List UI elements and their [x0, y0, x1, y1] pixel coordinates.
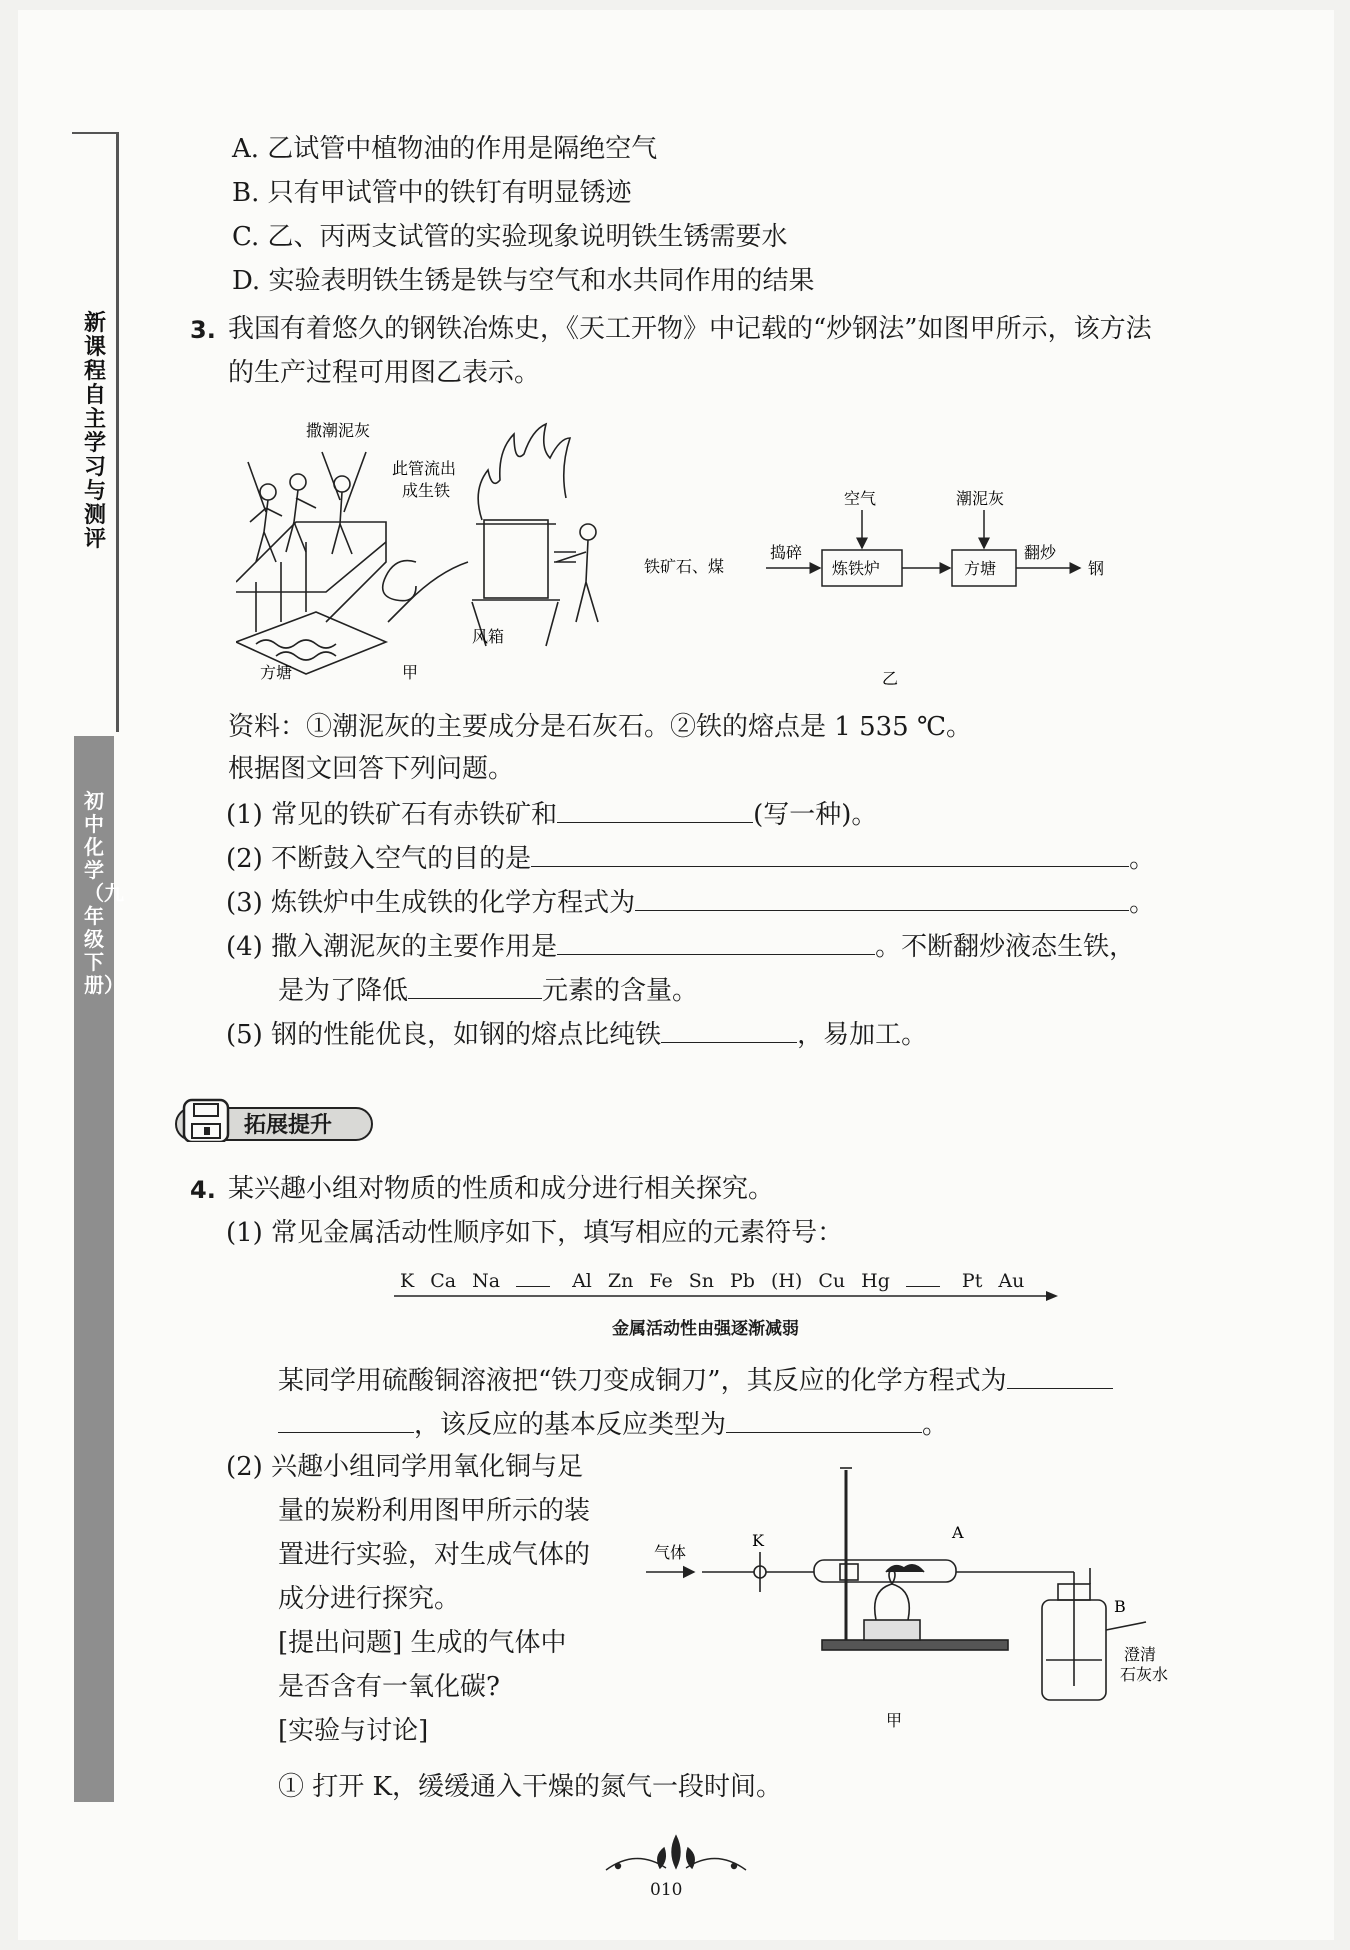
q4-sub1: (1) 常见金属活动性顺序如下，填写相应的元素符号： — [226, 1218, 844, 1248]
option-c: C. 乙、丙两支试管的实验现象说明铁生锈需要水 — [232, 222, 788, 252]
q4-sub1-type — [278, 1406, 948, 1442]
flow-step-crush: 捣碎 — [770, 543, 803, 562]
q4-equation-blank-1[interactable] — [1007, 1362, 1113, 1389]
apparatus-b-label: B — [1114, 1597, 1126, 1616]
q4-sub2-line-4: 成分进行探究。 — [278, 1584, 461, 1614]
question-4-number: 4. — [190, 1176, 216, 1204]
question-4-stem: 某兴趣小组对物质的性质和成分进行相关探究。 — [228, 1174, 775, 1204]
q4-question-line-2: 是否含有一氧化碳? — [278, 1672, 500, 1702]
activity-zn: Zn — [607, 1270, 634, 1292]
q3-sub4-tail: 。不断翻炒液态生铁， — [875, 932, 1136, 962]
footer-ornament — [596, 1828, 756, 1880]
question-3-stem-line2: 的生产过程可用图乙表示。 — [228, 358, 541, 388]
q3-sub1-blank[interactable] — [557, 796, 753, 823]
q3-sub3-period: 。 — [1129, 888, 1156, 918]
q3-sub3 — [226, 884, 1155, 920]
apparatus-k-label: K — [752, 1531, 764, 1550]
q3-instruction: 根据图文回答下列问题。 — [228, 754, 515, 784]
q3-sub1-tail: (写一种)。 — [753, 800, 878, 830]
figure-yi-caption: 乙 — [882, 669, 899, 688]
sidebar-grade-label: 初中化学（九年级下册） — [84, 789, 124, 997]
q3-sub4-text-2: 是为了降低 — [278, 976, 409, 1006]
activity-au: Au — [998, 1270, 1025, 1292]
q3-sub2-period: 。 — [1129, 844, 1156, 874]
apparatus-a-label: A — [952, 1523, 964, 1542]
activity-pt: Pt — [961, 1270, 983, 1292]
activity-arrow — [392, 1288, 1062, 1308]
floppy-disk-icon — [184, 1100, 228, 1142]
apparatus-lime-label-1: 澄清 — [1124, 1645, 1157, 1664]
option-b: B. 只有甲试管中的铁钉有明显锈迹 — [232, 178, 632, 208]
figure-yi-flowchart — [636, 480, 1126, 690]
q4-reaction-type-blank[interactable] — [726, 1406, 922, 1433]
q3-sub4-blank-1[interactable] — [557, 928, 875, 955]
q4-question-line-1: [提出问题] 生成的气体中 — [278, 1628, 567, 1658]
section-title: 拓展提升 — [244, 1113, 333, 1138]
activity-hg: Hg — [861, 1270, 890, 1292]
activity-blank-1[interactable] — [516, 1268, 550, 1287]
q3-sub5 — [226, 1016, 927, 1052]
option-d: D. 实验表明铁生锈是铁与空气和水共同作用的结果 — [232, 266, 815, 296]
activity-sn: Sn — [688, 1270, 714, 1292]
option-a: A. 乙试管中植物油的作用是隔绝空气 — [232, 134, 658, 164]
activity-h: (H) — [770, 1270, 803, 1292]
question-3-number: 3. — [190, 316, 216, 344]
question-3-stem-line1: 我国有着悠久的钢铁冶炼史，《天工开物》中记载的“炒钢法”如图甲所示，该方法 — [228, 314, 1152, 344]
activity-k: K — [400, 1270, 415, 1292]
figure-jia-label-pipe-2: 成生铁 — [402, 481, 451, 500]
activity-ca: Ca — [430, 1270, 457, 1292]
page-number: 010 — [650, 1880, 683, 1900]
figure-jia-label-pond: 方塘 — [260, 663, 293, 682]
flow-box-pond: 方塘 — [964, 559, 997, 578]
q4-reaction-type-period: 。 — [922, 1410, 949, 1440]
flow-box-furnace: 炼铁炉 — [832, 559, 881, 578]
activity-caption: 金属活动性由强逐渐减弱 — [612, 1319, 799, 1339]
q3-sub4 — [226, 928, 1135, 964]
flow-air-label: 空气 — [844, 489, 877, 508]
apparatus-figure — [646, 1460, 1206, 1740]
q3-sub4-line2 — [278, 972, 698, 1008]
q3-sub1-text: (1) 常见的铁矿石有赤铁矿和 — [226, 800, 558, 830]
apparatus-lime-label-2: 石灰水 — [1120, 1665, 1169, 1684]
q3-sub3-text: (3) 炼铁炉中生成铁的化学方程式为 — [226, 888, 636, 918]
flow-mud-label: 潮泥灰 — [956, 489, 1005, 508]
q3-sub5-tail: ，易加工。 — [797, 1020, 928, 1050]
figure-jia-label-pipe-1: 此管流出 — [392, 459, 457, 478]
apparatus-caption: 甲 — [886, 1711, 903, 1730]
figure-jia-label-top: 撒潮泥灰 — [306, 421, 371, 440]
q4-sub1-equation — [278, 1362, 1113, 1398]
q3-sub5-blank[interactable] — [661, 1016, 797, 1043]
activity-na: Na — [472, 1270, 501, 1292]
apparatus-gas-label: 气体 — [654, 1543, 687, 1562]
q4-sub2-line-1: (2) 兴趣小组同学用氧化铜与足 — [226, 1452, 584, 1482]
q3-sub2 — [226, 840, 1155, 876]
q3-sub4-tail-2: 元素的含量。 — [542, 976, 699, 1006]
q3-sub2-text: (2) 不断鼓入空气的目的是 — [226, 844, 532, 874]
q4-reaction-type-text: ，该反应的基本反应类型为 — [414, 1410, 727, 1440]
q4-step-1: ① 打开 K，缓缓通入干燥的氮气一段时间。 — [278, 1772, 782, 1802]
activity-pb: Pb — [730, 1270, 755, 1292]
figure-jia-caption: 甲 — [402, 663, 419, 682]
q3-sub2-blank[interactable] — [531, 840, 1129, 867]
activity-fe: Fe — [649, 1270, 673, 1292]
flow-input-label: 铁矿石、煤 — [644, 557, 725, 576]
q4-discussion-heading: [实验与讨论] — [278, 1716, 429, 1746]
figure-jia-label-box: 风箱 — [472, 627, 505, 646]
q3-material: 资料：①潮泥灰的主要成分是石灰石。②铁的熔点是 1 535 ℃。 — [228, 712, 973, 742]
q4-sub2-line-2: 量的炭粉利用图甲所示的装 — [278, 1496, 591, 1526]
activity-al: Al — [572, 1270, 592, 1292]
q4-sub1-equation-text: 某同学用硫酸铜溶液把“铁刀变成铜刀”，其反应的化学方程式为 — [278, 1366, 1007, 1396]
q3-sub5-text: (5) 钢的性能优良，如钢的熔点比纯铁 — [226, 1020, 662, 1050]
q4-equation-blank-2[interactable] — [278, 1406, 414, 1433]
q3-sub4-text: (4) 撒入潮泥灰的主要作用是 — [226, 932, 558, 962]
q3-sub4-blank-2[interactable] — [408, 972, 542, 999]
activity-blank-2[interactable] — [906, 1268, 940, 1287]
activity-cu: Cu — [818, 1270, 846, 1292]
sidebar-book-title: 新课程自主学习与测评 — [84, 311, 107, 552]
q4-sub2-line-3: 置进行实验，对生成气体的 — [278, 1540, 591, 1570]
q3-sub1 — [226, 796, 877, 832]
figure-jia-illustration — [236, 412, 626, 682]
flow-output-label: 钢 — [1088, 559, 1105, 578]
flow-step-stir: 翻炒 — [1024, 543, 1057, 562]
q3-sub3-blank[interactable] — [635, 884, 1129, 911]
